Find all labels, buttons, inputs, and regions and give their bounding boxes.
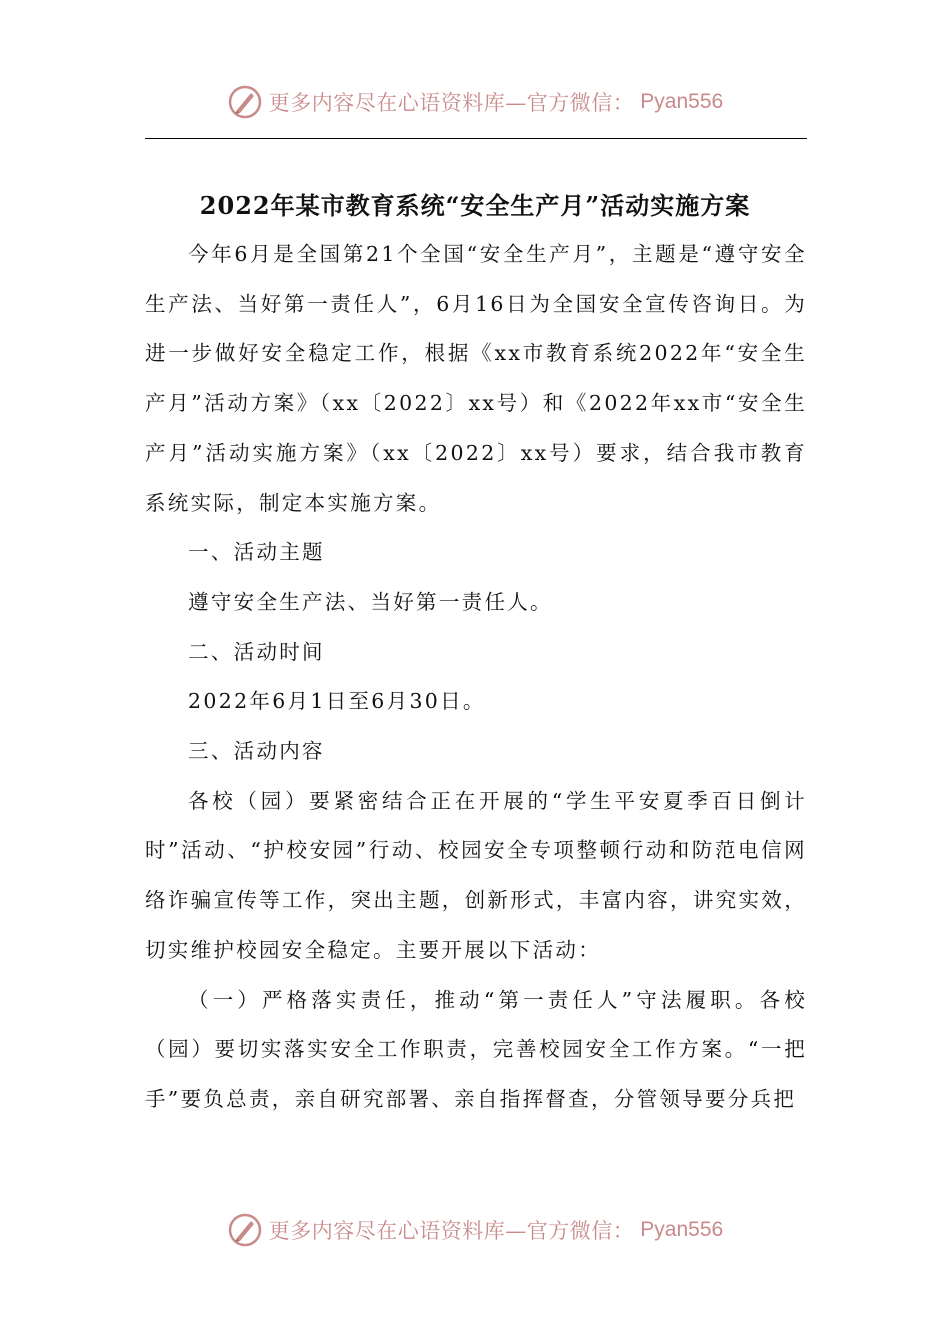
page-header bbox=[0, 82, 950, 122]
brand-watermark-footer bbox=[227, 1212, 723, 1248]
footer-brand-text: 更多内容尽在心语资料库—官方微信： bbox=[268, 1219, 635, 1243]
brand-watermark bbox=[227, 84, 723, 120]
header-rule bbox=[145, 138, 807, 139]
header-brand-text: 更多内容尽在心语资料库—官方微信： bbox=[268, 91, 635, 115]
paragraph-content: 各校（园）要紧密结合正在开展的“学生平安夏季百日倒计时”活动、“护校安园”行动、校园安全专项整顿行动和防范电信网络诈骗宣传等工作，突出主题，创新形式，丰富内容，讲究实效，切实维护校园安全稳定。主要开展以下活动： bbox=[145, 788, 807, 962]
pen-logo-icon bbox=[227, 1212, 263, 1248]
document-body bbox=[145, 230, 807, 1125]
section-heading-time: 二、活动时间 bbox=[188, 639, 325, 664]
section-heading-content: 三、活动内容 bbox=[188, 739, 325, 764]
paragraph-item-1: （一）严格落实责任，推动“第一责任人”守法履职。各校（园）要切实落实安全工作职责，完善校园安全工作方案。“一把手”要负总责，亲自研究部署、亲自指挥督查，分管领导要分兵把 bbox=[145, 987, 807, 1111]
paragraph-time: 2022年6月1日至6月30日。 bbox=[188, 689, 486, 714]
document-title: 2022年某市教育系统“安全生产月”活动实施方案 bbox=[199, 191, 751, 221]
header-wechat-id: Pyan556 bbox=[640, 90, 724, 113]
footer-wechat-id: Pyan556 bbox=[640, 1218, 724, 1241]
pen-logo-icon bbox=[227, 84, 263, 120]
paragraph-intro: 今年6月是全国第21个全国“安全生产月”，主题是“遵守安全生产法、当好第一责任人”，6月16日为全国安全宣传咨询日。为进一步做好安全稳定工作，根据《xx市教育系统2022年“安全生产月”活动方案》（xx〔2022〕xx号）和《2022年xx市“安全生产月”活动实施方案》（xx〔2022〕xx号）要求，结合我市教育系统实际，制定本实施方案。 bbox=[145, 242, 807, 515]
paragraph-theme: 遵守安全生产法、当好第一责任人。 bbox=[188, 589, 553, 614]
section-heading-theme: 一、活动主题 bbox=[188, 540, 325, 565]
page-footer bbox=[0, 1210, 950, 1250]
